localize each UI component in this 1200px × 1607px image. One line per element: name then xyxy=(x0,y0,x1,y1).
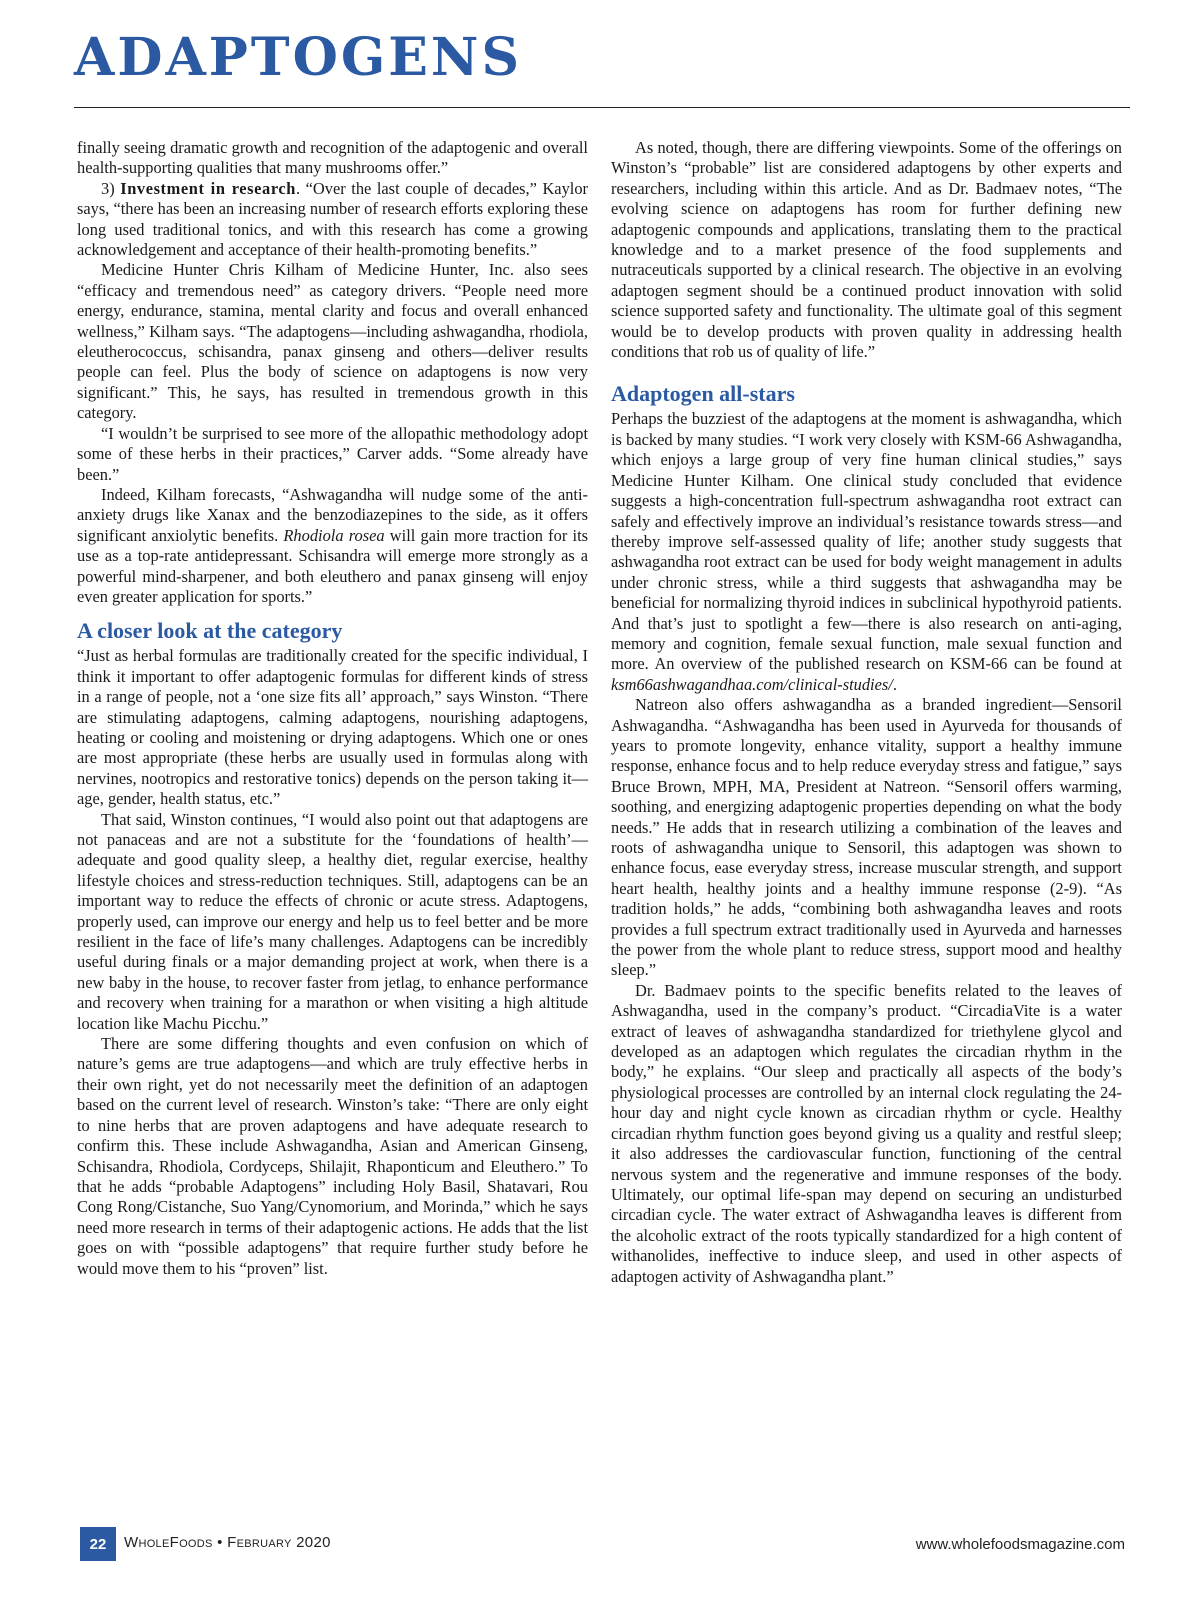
right-column xyxy=(611,138,1122,1287)
research-link[interactable]: ksm66ashwagandhaa.com/clinical-studies/ xyxy=(611,674,893,694)
page-title: ADAPTOGENS xyxy=(74,27,523,88)
paragraph: That said, Winston continues, “I would also point out that adaptogens are not panaceas and are not a substitute for the ‘foundations of health’—adequate and good quality sleep, a healthy diet, regular exercise, healthy lifestyle choices and stress-reduction techniques. Still, adaptogens can be an important way to reduce the effects of chronic or acute stress. Adaptogens, properly used, can improve our energy and help us to feel better and be more resilient in the face of life’s many challenges. Adaptogens can be incredibly useful during finals or a major demanding project at work, when there is a new baby in the house, to recover faster from jetlag, to enhance performance and recovery when training for a marathon or when visiting a high altitude location like Machu Picchu.” xyxy=(77,809,588,1033)
paragraph: There are some differing thoughts and even confusion on which of nature’s gems are true adaptogens—and which are truly effective herbs in their own right, yet do not necessarily meet the definition of an adaptogen based on the current level of research. Winston’s take: “There are only eight to nine herbs that are proven adaptogens and have adequate research to confirm this. These include Ashwagandha, Asian and American Ginseng, Schisandra, Rhodiola, Cordyceps, Shilajit, Rhaponticum and Eleuthero.” To that he adds “probable Adaptogens” including Holy Basil, Shatavari, Rou Cong Rong/Cistanche, Suo Yang/Cynomorium, and Morinda,” which he says need more research in terms of their adaptogenic actions. He adds that the list goes on with “possible adaptogens” that require further study before he would move them to his “proven” list. xyxy=(77,1034,588,1278)
section-heading: A closer look at the category xyxy=(77,618,343,644)
paragraph: Dr. Badmaev points to the specific benefits related to the leaves of Ashwagandha, used in the company’s product. “CircadiaVite is a water extract of leaves of ashwagandha standardized for triethylene glycol and developed as an adaptogen which regulates the circadian rhythm in the body,” he explains. “Our sleep and practically all aspects of the body’s physiological processes are controlled by an internal clock regulating the 24-hour day and night cycle known as circadian rhythm or cycle. Healthy circadian rhythm function goes beyond giving us a quality and restful sleep; it also addresses the cardiovascular function, functioning of the central nervous system and the regenerative and immune responses of the body. Ultimately, our optimal life-span may depend on securing an undisturbed circadian cycle. The water extract of Ashwagandha leaves is different from the alcoholic extract of the roots typically standardized for a high content of withanolides, ineffective to induce sleep, and used in other aspects of adaptogen activity of Ashwagandha plant.” xyxy=(611,980,1122,1286)
paragraph-body: will gain more traction for its use as a top-rate antidepressant. Schisandra will emerge more strongly as a powerful mind-sharpener, and both eleuthero and panax ginseng will enjoy even greater application for sports.” xyxy=(77,525,589,606)
paragraph-end: . xyxy=(892,674,897,694)
title-divider xyxy=(74,107,1130,108)
website-link[interactable]: www.wholefoodsmagazine.com xyxy=(915,1536,1125,1553)
section-heading: Adaptogen all-stars xyxy=(611,381,795,407)
left-column xyxy=(77,138,588,1279)
paragraph-body: Perhaps the buzziest of the adaptogens at the moment is ashwagandha, which is backed by many studies. “I work very closely with KSM-66 Ashwagandha, which enjoys a large group of very fine human clinical studies,” says Medicine Hunter Kilham. One clinical study concluded that evidence suggests a high-concentration full-spectrum ashwagandha root extract can safely and effectively improve an individual’s resistance towards stress—and thereby improve self-assessed quality of life; another study suggests that ashwagandha root extract can be used for body weight management in adults under chronic stress, while a third suggests that ashwagandha may be beneficial for normalizing thyroid indices in subclinical hypothyroid patients. And that’s just to spotlight a few—there is also research on anti-aging, memory and cognition, female sexual function, male sexual function and more. An overview of the published research on KSM-66 can be found at xyxy=(611,409,1122,674)
page-number: 22 xyxy=(80,1527,116,1561)
paragraph xyxy=(77,485,588,607)
paragraph: “Just as herbal formulas are traditionally created for the specific individual, I think it important to offer adaptogenic formulas for different kinds of stress in a range of people, not a ‘one size fits all’ approach,” says Winston. “There are stimulating adaptogens, calming adaptogens, nourishing adaptogens, heating or cooling and moistening or drying adaptogens. Which one or ones are most appropriate (these herbs are usually used in formulas along with nervines, nootropics and restorative tonics) depends on the person taking it—age, gender, health status, etc.” xyxy=(77,646,588,809)
magazine-issue: WholeFoods • February 2020 xyxy=(124,1534,331,1551)
paragraph: finally seeing dramatic growth and recognition of the adaptogenic and overall health-supporting qualities that many mushrooms offer.” xyxy=(77,138,588,178)
species-name: Rhodiola rosea xyxy=(283,525,385,545)
paragraph-body: Indeed, Kilham forecasts, “Ashwagandha will nudge some of the anti-anxiety drugs like Xanax and the benzodiazepines to the side, as it offers significant anxiolytic benefits. xyxy=(77,484,588,545)
paragraph: “I wouldn’t be surprised to see more of the allopathic methodology adopt some of these herbs in their practices,” Carver adds. “Some already have been.” xyxy=(77,423,588,484)
paragraph xyxy=(77,179,588,261)
paragraph-prefix: 3) xyxy=(101,178,121,198)
paragraph-body: . “Over the last couple of decades,” Kaylor says, “there has been an increasing number of research efforts exploring these long used traditional tonics, and with this research has come a growing acknowledgement and acceptance of their health-promoting benefits.” xyxy=(77,178,588,260)
paragraph: As noted, though, there are differing viewpoints. Some of the offerings on Winston’s “probable” list are considered adaptogens by other experts and researchers, including within this article. And as Dr. Badmaev notes, “The evolving science on adaptogens has room for further defining new adaptogenic compounds and applications, translating them to the practical knowledge and to a market presence of the food supplements and nutraceuticals supported by a clinical research. The objective in an evolving adaptogen segment should be a continued product innovation with solid science supported safety and functionality. The ultimate goal of this segment would be to develop products with proven quality in addressing health conditions that rob us of quality of life.” xyxy=(611,138,1122,362)
paragraph: Medicine Hunter Chris Kilham of Medicine Hunter, Inc. also sees “efficacy and tremendous need” as category drivers. “People need more energy, endurance, stamina, mental clarity and focus and overall enhanced wellness,” Kilham says. “The adaptogens—including ashwagandha, rhodiola, eleutherococcus, schisandra, panax ginseng and others—deliver results people can feel. Plus the body of science on adaptogens is now very significant.” This, he says, has resulted in tremendous growth in this category. xyxy=(77,260,588,423)
paragraph xyxy=(611,409,1122,695)
paragraph: Natreon also offers ashwagandha as a branded ingredient—Sensoril Ashwagandha. “Ashwagandha has been used in Ayurveda for thousands of years to promote longevity, enhance vitality, support a healthy immune response, enhance focus and to help reduce everyday stress and fatigue,” says Bruce Brown, MPH, MA, President at Natreon. “Sensoril offers warming, soothing, and energizing adaptogenic properties depending on what the body needs.” He adds that in research utilizing a combination of the leaves and roots of ashwagandha unique to Sensoril, this adaptogen was shown to enhance focus, ease everyday stress, increase muscular strength, and support heart health, healthy joints and a healthy immune response (2-9). “As tradition holds,” he adds, “combining both ashwagandha leaves and roots provides a full spectrum extract traditionally used in Ayurveda and harnesses the power from the whole plant to reduce stress, support mood and healthy sleep.” xyxy=(611,695,1122,980)
lead-in: Investment in research xyxy=(120,178,296,198)
